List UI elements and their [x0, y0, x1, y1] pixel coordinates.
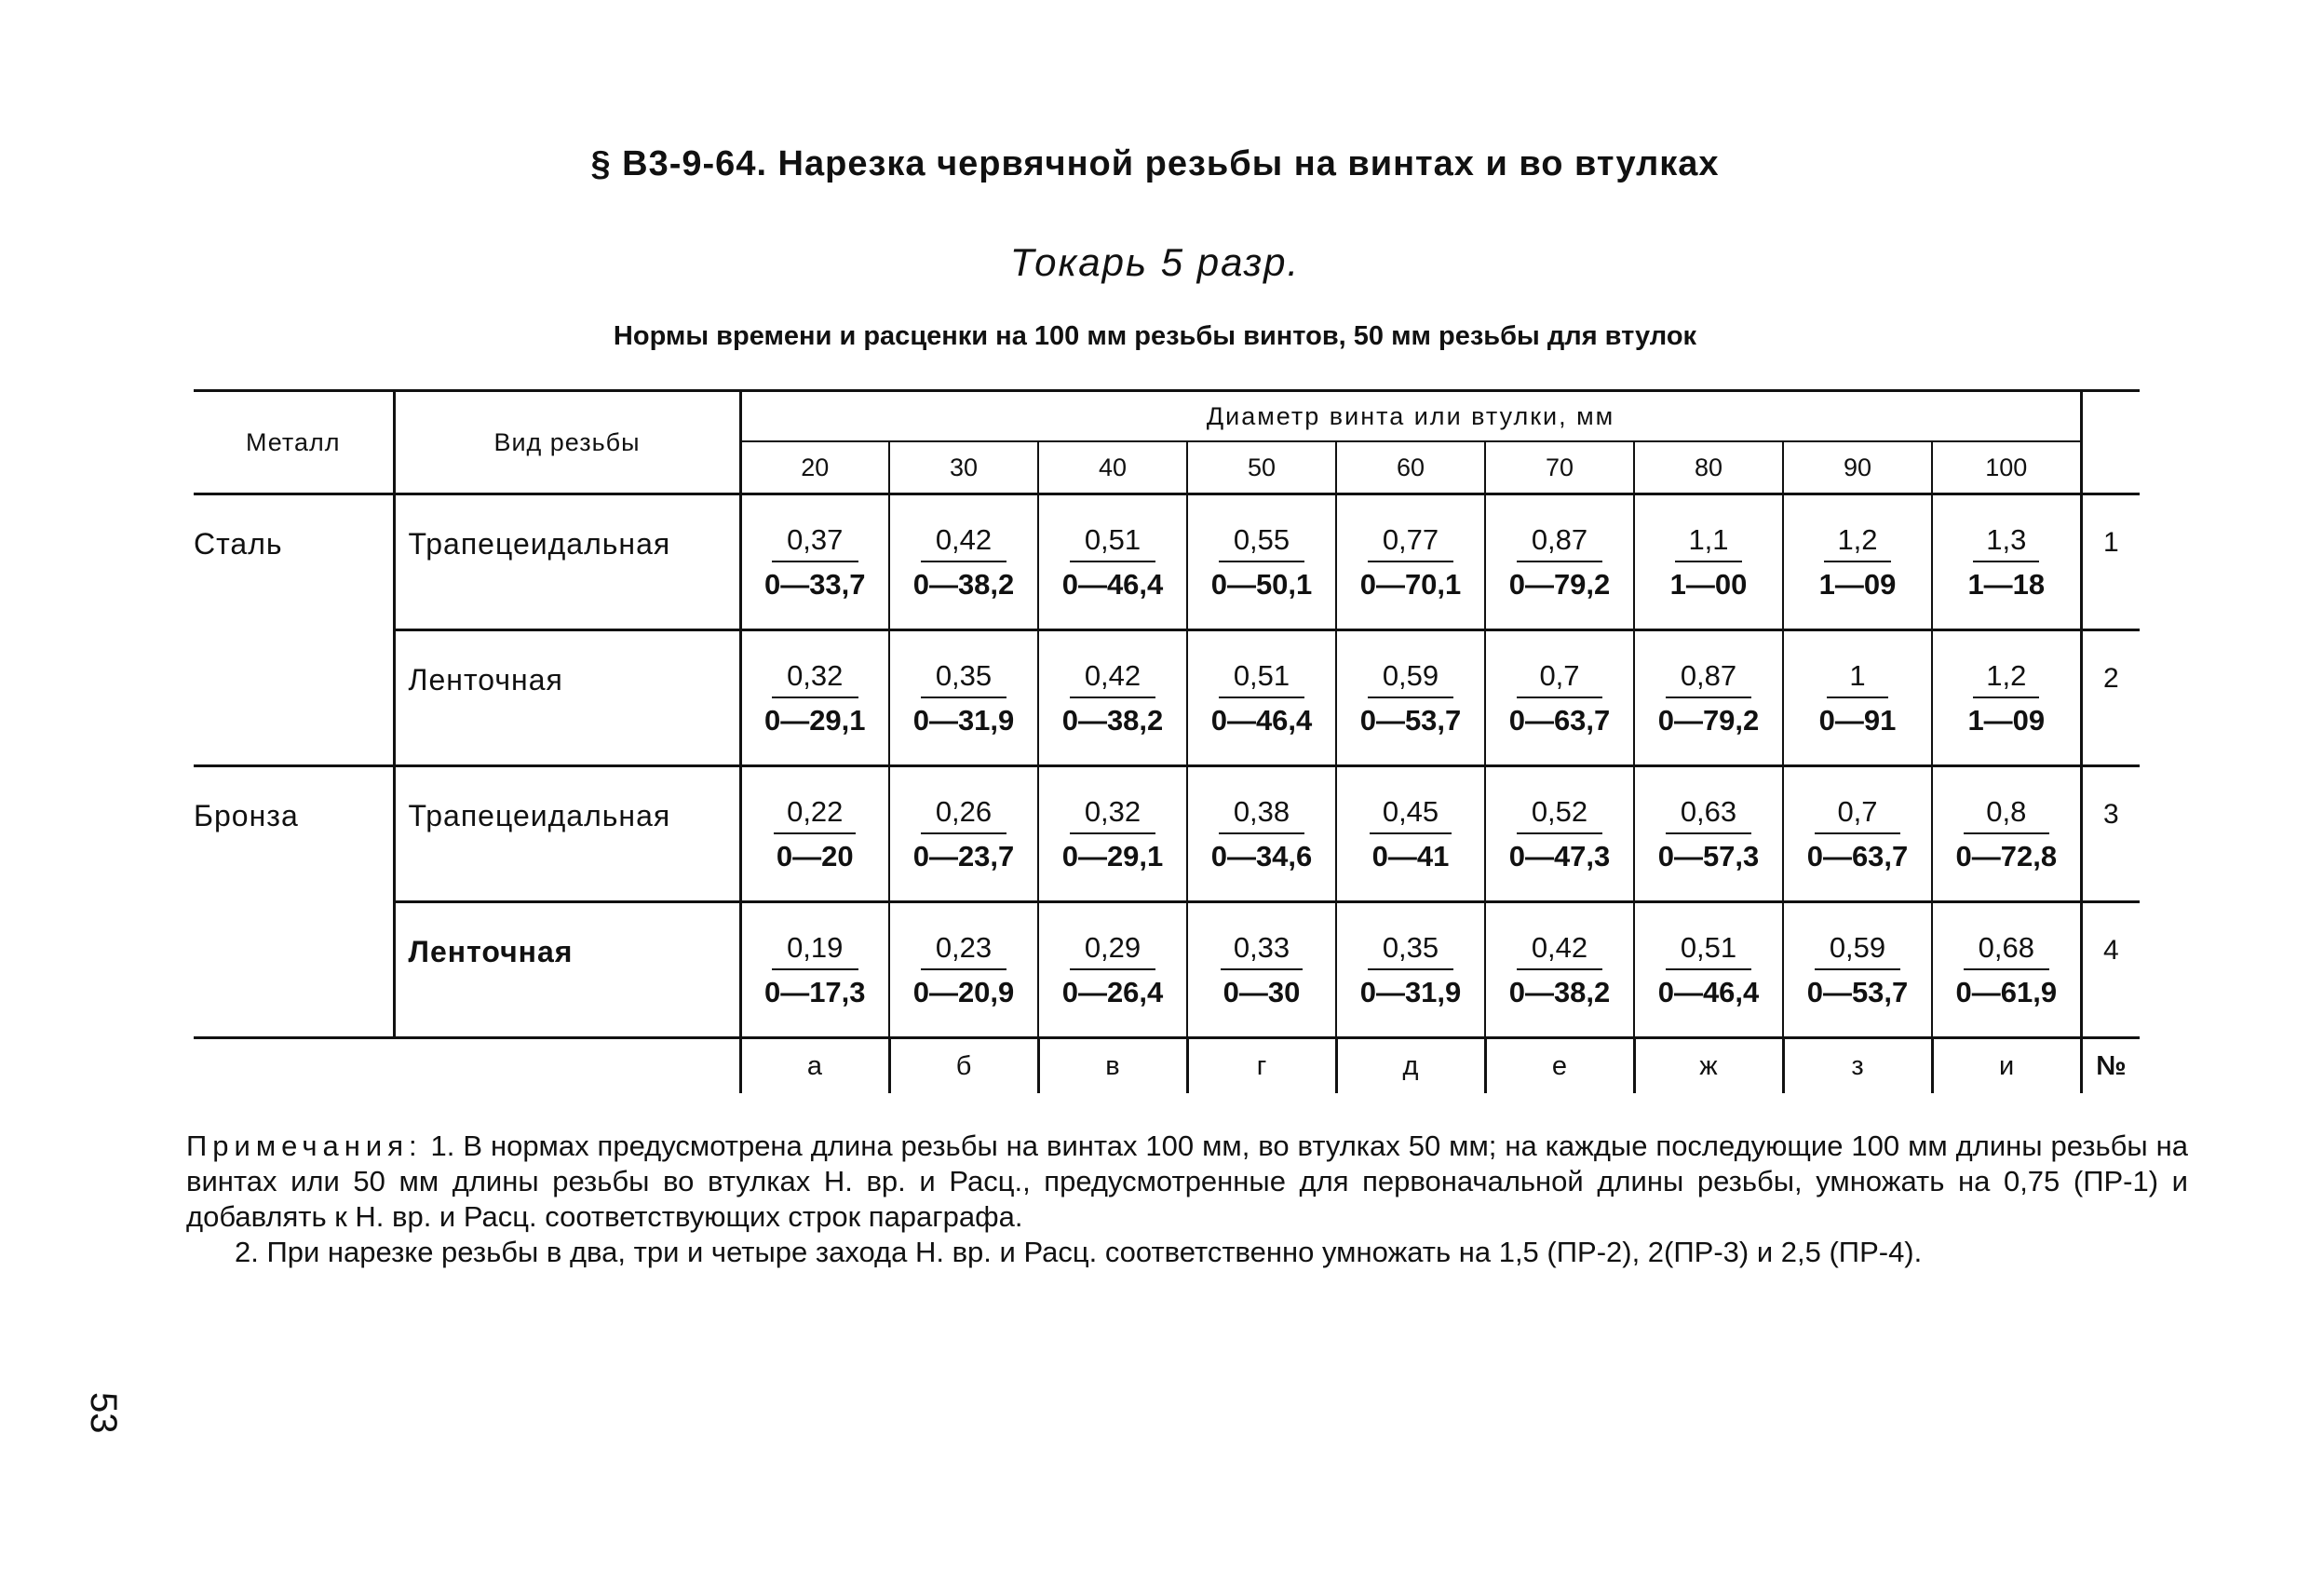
notes-block — [186, 1129, 2188, 1270]
fraction — [1807, 931, 1909, 1009]
time-norm: 1 — [1827, 659, 1889, 698]
norm-price-cell — [1634, 494, 1783, 630]
fraction — [1956, 931, 2058, 1009]
table-row — [194, 766, 2140, 902]
section-heading: § В3-9-64. Нарезка червячной резьбы на винтах и во втулках — [590, 144, 1720, 183]
time-norm: 0,32 — [772, 659, 858, 698]
norms-table — [194, 389, 2140, 1093]
norm-price-cell — [1932, 766, 2081, 902]
time-norm: 0,23 — [921, 931, 1007, 970]
norm-price-cell — [1187, 630, 1336, 766]
price-rate: 0—20,9 — [912, 975, 1015, 1008]
price-rate: 1—00 — [1669, 567, 1748, 601]
column-letter: г — [1187, 1038, 1336, 1094]
norm-price-cell — [1634, 766, 1783, 902]
time-norm: 0,45 — [1370, 795, 1452, 834]
fraction — [913, 659, 1015, 737]
time-norm: 0,42 — [1070, 659, 1156, 698]
time-norm: 0,42 — [1517, 931, 1603, 970]
fraction — [1658, 659, 1760, 737]
diameter-cell: 20 — [740, 441, 889, 494]
price-rate: 0—61,9 — [1955, 975, 2058, 1008]
time-norm: 1,3 — [1973, 523, 2039, 562]
time-norm: 0,52 — [1517, 795, 1603, 834]
fraction — [1668, 523, 1749, 602]
norm-price-cell — [1336, 630, 1485, 766]
norm-price-cell — [1187, 494, 1336, 630]
time-norm: 0,59 — [1815, 931, 1901, 970]
price-rate: 0—30 — [1223, 975, 1301, 1008]
norm-price-cell — [740, 902, 889, 1038]
price-rate: 0—33,7 — [763, 567, 866, 601]
metal-cell: Бронза — [194, 799, 299, 832]
fraction — [1211, 523, 1313, 602]
time-norm: 0,8 — [1964, 795, 2050, 834]
thread-kind-cell: Трапецеидальная — [394, 766, 740, 902]
fraction — [913, 931, 1015, 1009]
time-norm: 0,87 — [1666, 659, 1752, 698]
time-norm: 0,87 — [1517, 523, 1603, 562]
letters-spacer — [394, 1038, 740, 1094]
price-rate: 0—38,2 — [1508, 975, 1611, 1008]
table-row — [194, 630, 2140, 766]
price-rate: 0—31,9 — [912, 703, 1015, 737]
fraction — [1362, 795, 1459, 873]
norm-price-cell — [1038, 766, 1187, 902]
fraction — [1658, 795, 1760, 873]
time-norm: 0,51 — [1219, 659, 1305, 698]
column-letter: з — [1783, 1038, 1932, 1094]
time-norm: 0,51 — [1070, 523, 1156, 562]
fraction — [1817, 523, 1898, 602]
price-rate: 0—38,2 — [912, 567, 1015, 601]
diameter-cell: 50 — [1187, 441, 1336, 494]
fraction — [1062, 659, 1164, 737]
column-letter: в — [1038, 1038, 1187, 1094]
norm-price-cell — [1485, 766, 1634, 902]
diameter-cell: 70 — [1485, 441, 1634, 494]
time-norm: 0,63 — [1666, 795, 1752, 834]
norm-price-cell — [1336, 766, 1485, 902]
price-rate: 0—53,7 — [1359, 703, 1462, 737]
notes-label: Примечания: — [186, 1129, 423, 1162]
fraction — [1062, 931, 1164, 1009]
row-number: 2 — [2081, 630, 2140, 766]
price-rate: 1—09 — [1818, 567, 1897, 601]
page-number: 53 — [83, 1392, 124, 1434]
time-norm: 0,29 — [1070, 931, 1156, 970]
metal-cell: Сталь — [194, 527, 283, 561]
norm-price-cell — [1485, 902, 1634, 1038]
price-rate: 0—17,3 — [763, 975, 866, 1008]
norm-price-cell — [1336, 494, 1485, 630]
diameter-cell: 80 — [1634, 441, 1783, 494]
norm-price-cell — [889, 494, 1038, 630]
norm-price-cell — [1783, 630, 1932, 766]
header-thread-kind: Вид резьбы — [394, 391, 740, 494]
column-letter: е — [1485, 1038, 1634, 1094]
norm-price-cell — [740, 494, 889, 630]
column-letter: и — [1932, 1038, 2081, 1094]
price-rate: 0—31,9 — [1359, 975, 1462, 1008]
time-norm: 0,59 — [1368, 659, 1454, 698]
price-rate: 0—50,1 — [1210, 567, 1313, 601]
fraction — [1062, 523, 1164, 602]
time-norm: 0,7 — [1815, 795, 1901, 834]
row-number: 1 — [2081, 494, 2140, 630]
row-number: 3 — [2081, 766, 2140, 902]
fraction — [1509, 795, 1611, 873]
table-body — [194, 494, 2140, 1038]
diameter-cell: 60 — [1336, 441, 1485, 494]
norm-price-cell — [1932, 630, 2081, 766]
fraction — [1509, 931, 1611, 1009]
table-row — [194, 494, 2140, 630]
price-rate: 0—29,1 — [763, 703, 866, 737]
fraction — [764, 523, 866, 602]
fraction — [1509, 659, 1611, 737]
price-rate: 0—79,2 — [1508, 567, 1611, 601]
price-rate: 0—41 — [1371, 839, 1450, 872]
price-rate: 0—57,3 — [1657, 839, 1760, 872]
norm-price-cell — [1038, 902, 1187, 1038]
price-rate: 0—79,2 — [1657, 703, 1760, 737]
time-norm: 0,55 — [1219, 523, 1305, 562]
norm-price-cell — [1634, 630, 1783, 766]
norm-price-cell — [1932, 902, 2081, 1038]
norm-price-cell — [1485, 630, 1634, 766]
metal-cell — [194, 630, 394, 766]
thread-kind-cell: Ленточная — [394, 902, 740, 1038]
time-norm: 0,35 — [1368, 931, 1454, 970]
norm-price-cell — [889, 902, 1038, 1038]
diameter-cell: 30 — [889, 441, 1038, 494]
table-caption: Нормы времени и расценки на 100 мм резьбы винтов, 50 мм резьбы для втулок — [613, 321, 1697, 351]
fraction — [1211, 795, 1313, 873]
time-norm: 0,37 — [772, 523, 858, 562]
diameter-cell: 90 — [1783, 441, 1932, 494]
time-norm: 0,35 — [921, 659, 1007, 698]
column-letter: ж — [1634, 1038, 1783, 1094]
norm-price-cell — [1783, 766, 1932, 902]
column-letter: б — [889, 1038, 1038, 1094]
letters-spacer — [194, 1038, 394, 1094]
fraction — [1819, 659, 1897, 737]
time-norm: 0,68 — [1964, 931, 2050, 970]
fraction — [1360, 931, 1462, 1009]
time-norm: 0,77 — [1368, 523, 1454, 562]
norm-price-cell — [889, 630, 1038, 766]
fraction — [766, 795, 863, 873]
price-rate: 0—72,8 — [1955, 839, 2058, 872]
norm-price-cell — [1783, 494, 1932, 630]
time-norm: 1,2 — [1824, 523, 1890, 562]
fraction — [1213, 931, 1310, 1009]
norm-price-cell — [889, 766, 1038, 902]
price-rate: 0—20 — [776, 839, 854, 872]
header-row-number — [2081, 391, 2140, 494]
price-rate: 0—23,7 — [912, 839, 1015, 872]
thread-kind-cell: Трапецеидальная — [394, 494, 740, 630]
diameter-cell: 40 — [1038, 441, 1187, 494]
price-rate: 0—46,4 — [1061, 567, 1164, 601]
header-diameter: Диаметр винта или втулки, мм — [740, 391, 2081, 442]
column-letter: а — [740, 1038, 889, 1094]
price-rate: 0—38,2 — [1061, 703, 1164, 737]
column-letter: д — [1336, 1038, 1485, 1094]
note-1-text: 1. В нормах предусмотрена длина резьбы на винтах 100 мм, во втулках 50 мм; на каждые последующие 100 мм длины резьбы на винтах или 50 мм длины резьбы во втулках Н. вр. и Расц., предусмотренные для первоначальной длины резьбы, умножать на 0,75 (ПР-1) и добавлять к Н. вр. и Расц. соответствующих строк параграфа. — [186, 1129, 2188, 1233]
note-1 — [186, 1129, 2188, 1235]
price-rate: 1—18 — [1967, 567, 2046, 601]
norm-price-cell — [1038, 494, 1187, 630]
time-norm: 0,7 — [1517, 659, 1603, 698]
price-rate: 0—29,1 — [1061, 839, 1164, 872]
fraction — [1966, 659, 2047, 737]
number-sign: № — [2081, 1038, 2140, 1094]
norm-price-cell — [740, 766, 889, 902]
column-letters-row — [194, 1038, 2140, 1094]
time-norm: 0,42 — [921, 523, 1007, 562]
time-norm: 0,26 — [921, 795, 1007, 834]
time-norm: 0,38 — [1219, 795, 1305, 834]
price-rate: 0—26,4 — [1061, 975, 1164, 1008]
fraction — [1211, 659, 1313, 737]
row-number: 4 — [2081, 902, 2140, 1038]
fraction — [1360, 523, 1462, 602]
fraction — [764, 931, 866, 1009]
price-rate: 0—91 — [1818, 703, 1897, 737]
thread-kind-cell: Ленточная — [394, 630, 740, 766]
time-norm: 0,32 — [1070, 795, 1156, 834]
note-2: 2. При нарезке резьбы в два, три и четыре захода Н. вр. и Расц. соответственно умножать на 1,5 (ПР-2), 2(ПР-3) и 2,5 (ПР-4). — [235, 1236, 1923, 1268]
time-norm: 1,1 — [1675, 523, 1741, 562]
norm-price-cell — [1336, 902, 1485, 1038]
fraction — [1966, 523, 2047, 602]
time-norm: 0,51 — [1666, 931, 1752, 970]
fraction — [1807, 795, 1909, 873]
diameter-cell: 100 — [1932, 441, 2081, 494]
price-rate: 0—63,7 — [1508, 703, 1611, 737]
fraction — [1360, 659, 1462, 737]
time-norm: 0,19 — [772, 931, 858, 970]
header-metal: Металл — [194, 391, 394, 494]
price-rate: 0—53,7 — [1806, 975, 1909, 1008]
price-rate: 0—47,3 — [1508, 839, 1611, 872]
norm-price-cell — [1932, 494, 2081, 630]
metal-cell — [194, 902, 394, 1038]
norm-price-cell — [1485, 494, 1634, 630]
price-rate: 1—09 — [1967, 703, 2046, 737]
fraction — [1062, 795, 1164, 873]
norm-price-cell — [740, 630, 889, 766]
time-norm: 0,22 — [774, 795, 856, 834]
norm-price-cell — [1187, 902, 1336, 1038]
time-norm: 1,2 — [1973, 659, 2039, 698]
fraction — [1658, 931, 1760, 1009]
price-rate: 0—46,4 — [1657, 975, 1760, 1008]
norm-price-cell — [1187, 766, 1336, 902]
price-rate: 0—34,6 — [1210, 839, 1313, 872]
table-row — [194, 902, 2140, 1038]
fraction — [764, 659, 866, 737]
fraction — [913, 523, 1015, 602]
fraction — [1509, 523, 1611, 602]
time-norm: 0,33 — [1221, 931, 1303, 970]
price-rate: 0—63,7 — [1806, 839, 1909, 872]
norm-price-cell — [1634, 902, 1783, 1038]
fraction — [913, 795, 1015, 873]
price-rate: 0—46,4 — [1210, 703, 1313, 737]
fraction — [1956, 795, 2058, 873]
price-rate: 0—70,1 — [1359, 567, 1462, 601]
norm-price-cell — [1038, 630, 1187, 766]
profession-grade: Токарь 5 разр. — [1009, 240, 1301, 284]
norm-price-cell — [1783, 902, 1932, 1038]
